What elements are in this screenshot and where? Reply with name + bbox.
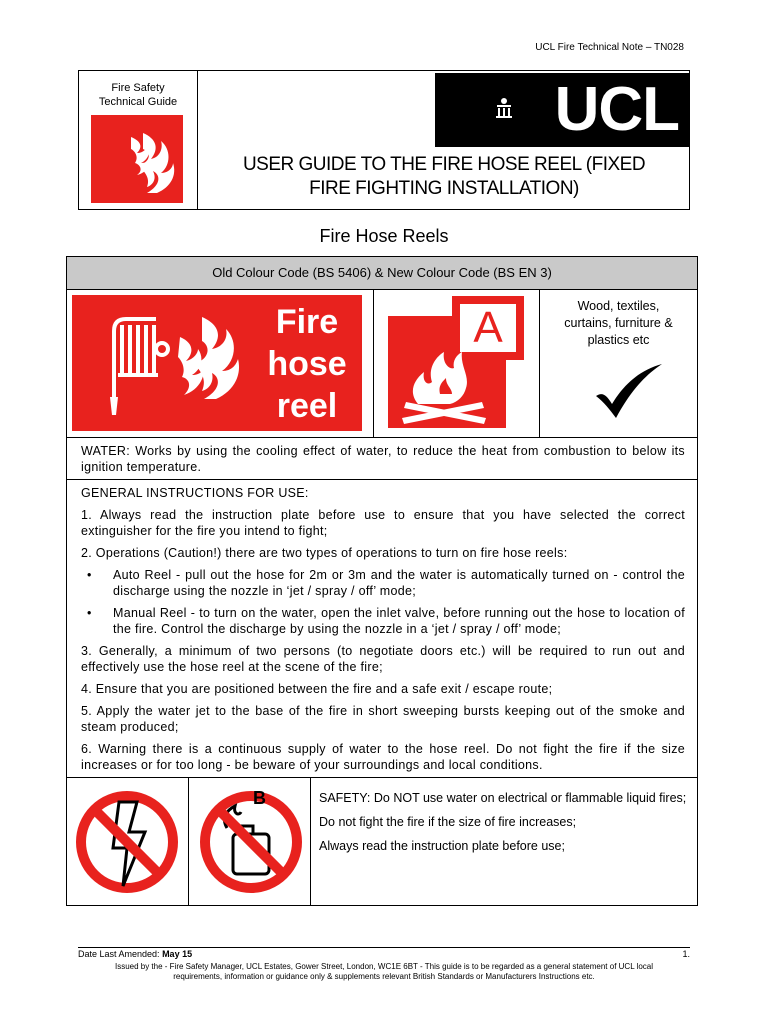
hose-sign-text [247,301,367,427]
portico-icon [495,97,513,119]
footer-line-1: Issued by the - Fire Safety Manager, UCL Estates, Gower Street, London, WC1E 6BT - This guide is to be regarded as a general statement of UCL local [114,962,654,971]
safety-text [311,778,697,854]
hose-sign-cell [67,290,374,437]
class-a-sign [388,296,538,428]
bullet-manual-reel-text: Manual Reel - to turn on the water, open the inlet valve, before running out the hose to location of the fire. Control the discharge by using the nozzle in a ‘jet / spray / off’ mode; [113,606,685,636]
bullet-auto-reel [81,567,685,599]
material-text [540,298,697,349]
document-title-line2: FIRE FIGHTING INSTALLATION) [309,178,579,199]
water-row: WATER: Works by using the cooling effect of water, to reduce the heat from combustion to below its ignition temperature. [67,437,697,479]
header-note: UCL Fire Technical Note – TN028 [535,42,684,53]
bullet-dot: • [87,568,92,582]
no-flammable-cell [189,778,311,905]
material-text-line2: curtains, furniture & [564,316,673,330]
bullet-manual-reel [81,605,685,637]
instruction-3: 3. Generally, a minimum of two persons (to negotiate doors etc.) will be required to run out and effectively use the hose reel at the scene of the fire; [81,644,685,674]
no-flammable-liquid-icon [195,788,307,896]
page-number: 1. [682,949,690,959]
instruction-1: 1. Always read the instruction plate before use to ensure that you have selected the correct extinguisher for the fire you intend to fight; [81,508,685,538]
safety-row [67,777,697,905]
footer-rule [78,947,690,948]
guide-label [79,81,197,109]
class-b-letter: B [253,788,266,808]
instruction-6: 6. Warning there is a continuous supply of water to the hose reel. Do not fight the fire if the size increases or for too long - be beware of your surroundings and local conditions. [81,742,685,772]
safety-line-1: SAFETY: Do NOT use water on electrical or flammable liquid fires; [319,791,687,805]
hose-sign-line2: hose [267,345,347,383]
material-text-line1: Wood, textiles, [577,299,660,313]
section-title: Fire Hose Reels [319,226,449,246]
hose-sign-line1: Fire [275,303,339,341]
instruction-4: 4. Ensure that you are positioned between the fire and a safe exit / escape route; [81,682,553,696]
footer-amended [78,949,690,959]
no-electrical-cell [67,778,189,905]
safety-line-2: Do not fight the fire if the size of fire increases; [319,815,577,829]
material-cell [540,290,697,437]
guide-label-line1: Fire Safety [111,82,165,94]
fire-sign [91,115,183,203]
bullet-auto-reel-text: Auto Reel - pull out the hose for 2m or 3m and the water is automatically turned on - control the discharge using the nozzle in ‘jet / spray / off’ mode; [113,568,685,598]
checkmark-icon [592,362,666,422]
colour-code-header: Old Colour Code (BS 5406) & New Colour Code (BS EN 3) [67,257,697,289]
no-electrical-icon [71,788,183,896]
amended-label: Date Last Amended: [78,949,163,959]
hose-sign-line3: reel [276,387,338,425]
logo-text: UCL [554,75,679,144]
guide-label-line2: Technical Guide [98,96,178,108]
safety-text-cell [311,778,697,905]
sign-row [67,289,697,437]
safety-line-3: Always read the instruction plate before use; [319,839,565,853]
instruction-2: 2. Operations (Caution!) there are two types of operations to turn on fire hose reels: [81,546,568,560]
class-a-cell [374,290,540,437]
document-title-line1: USER GUIDE TO THE FIRE HOSE REEL (FIXED [242,154,646,175]
footer-line-2: requirements, information or guidance only & supplements relevant British Standards or Manufacturers Instructions etc. [173,972,595,981]
footer-disclaimer [66,962,702,982]
amended-value: May 15 [162,949,193,959]
flame-icon [91,115,183,203]
fire-hose-reel-sign [72,295,362,431]
flame-icon [172,307,242,425]
material-text-line3: plastics etc [587,333,650,347]
bullet-dot: • [87,606,92,620]
instructions-row [67,479,697,777]
document-title [197,153,691,201]
instruction-5: 5. Apply the water jet to the base of the fire in short sweeping bursts keeping out of the smoke and steam produced; [81,704,685,734]
hose-reel-table [66,256,698,906]
class-a-letter: A [473,303,503,352]
instructions-heading: GENERAL INSTRUCTIONS FOR USE: [81,486,309,500]
title-block [78,70,690,210]
guide-cell [79,71,198,209]
ucl-logo [435,73,689,147]
